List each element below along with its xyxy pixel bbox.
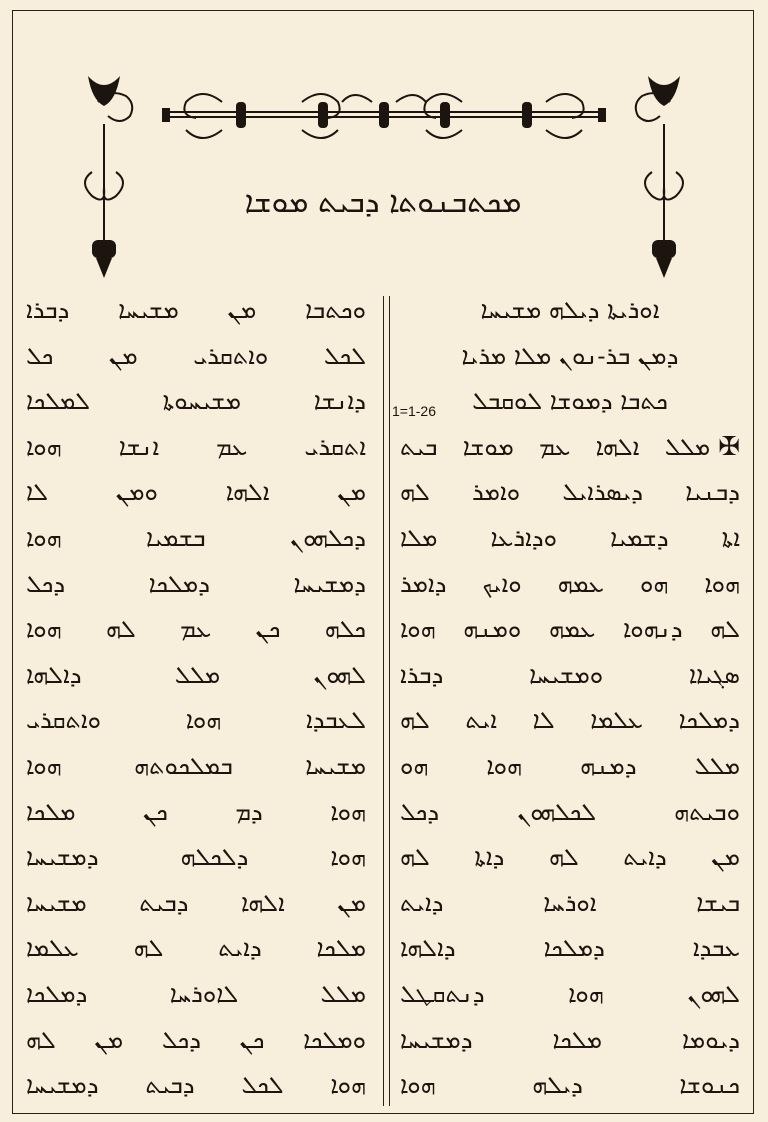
text-line: ܡܠܟܐ ܕܐܝܬ ܠܗ ܥܠܡܐ: [26, 934, 366, 963]
text-line: ܡܢ ܐܠܗܐ ܕܒܝܬ ܡܫܝܚܐ: [26, 888, 366, 917]
text-line: ܡܫܝܚܐ ܒܡܠܟܘܬܗ ܗܘܐ: [26, 751, 366, 780]
text-line-content: ܡܠܠ ܐܠܗܐ ܥܡ ܡܘܫܐ ܒܝܬ: [400, 432, 711, 461]
text-line: ܡܢ ܐܠܗܐ ܘܡܢ ܠܐ: [26, 478, 366, 507]
cross-icon: ✠: [718, 431, 740, 462]
text-line: ܘܒܝܬܗ ܠܟܠܗܘܢ ܕܟܠ: [400, 797, 740, 826]
text-line: ܕܡܢ ܒܪ-ܢܘܢ ܡܠܐ ܡܪܝܐ: [461, 341, 679, 370]
verse-reference-note: 1=1-26: [392, 403, 436, 420]
text-line: ܘܟܬܒܐ ܡܢ ܡܫܝܚܐ ܕܒܪܐ: [26, 296, 366, 324]
right-text-column: [392, 288, 740, 1109]
text-line: ܗܘܐ ܗܘ ܥܡܗ ܘܐܝܟ ܕܐܡܪ: [400, 569, 740, 598]
left-text-column: [26, 288, 366, 1109]
text-line: ܠܥܒܕܐ ܗܘܐ ܘܐܬܩܪܝ: [26, 706, 366, 735]
text-line: ܡܢ ܕܐܝܬ ܠܗ ܕܐܬܐ ܠܗ: [400, 843, 740, 872]
column-divider: [383, 296, 390, 1106]
text-line: ܕܝܘܡܐ ܡܠܟܐ ܕܡܫܝܚܐ: [400, 1025, 740, 1054]
text-line: ܟܠܗ ܟܢ ܥܡ ܠܗ ܗܘܐ: [26, 615, 366, 644]
page-title: ܡܟܬܒܢܘܬܐ ܕܒܝܬ ܡܘܫܐ: [244, 185, 522, 220]
text-line: ܕܒܢܝܐ ܕܝܣܪܐܝܠ ܘܐܡܪ ܠܗ: [400, 478, 740, 507]
text-line: ܕܡܫܝܚܐ ܕܡܠܟܐ ܕܟܠ: [26, 569, 366, 598]
text-line: ܐܬܐ ܕܫܡܝܐ ܘܕܐܪܥܐ ܡܠܐ: [400, 523, 740, 552]
text-line: ܘܡܠܟܐ ܟܢ ܕܟܠ ܡܢ ܠܗ: [26, 1025, 366, 1054]
text-line: ܗܘܐ ܠܟܠ ܕܒܝܬ ܕܡܫܝܚܐ: [26, 1071, 366, 1100]
text-line: ܒܝܫܐ ܐܘܪܚܐ ܕܐܝܬ: [400, 888, 740, 917]
text-line: ܣܓܝܐܐ ܘܡܫܝܚܐ ܕܒܪܐ: [400, 660, 740, 689]
text-line: ܗܘܐ ܕܠܟܠܗ ܕܡܫܝܚܐ: [26, 843, 366, 872]
text-line: ܗܘܐ ܕܡ ܟܢ ܡܠܟܐ: [26, 797, 366, 826]
text-line: ܠܟܠ ܘܐܬܩܪܝ ܡܢ ܟܠ: [26, 341, 366, 370]
text-line: ܡܠܠ ܠܐܘܪܚܐ ܕܡܠܟܐ: [26, 979, 366, 1008]
text-line: ܥܒܕܐ ܕܡܠܟܐ ܕܐܠܗܐ: [400, 934, 740, 963]
text-line: ܕܡܠܟܐ ܥܠܡܐ ܠܐ ܐܝܬ ܠܗ: [400, 706, 740, 735]
text-line: ܕܟܠܗܘܢ ܒܫܡܝܐ ܗܘܐ: [26, 523, 366, 552]
text-line: ܡܠܠ ܕܡܢܗ ܗܘܐ ܗܘ: [400, 751, 740, 780]
text-line: ܠܗܘܢ ܡܠܠ ܕܐܠܗܐ: [26, 660, 366, 689]
text-line: ܐܘܪܝܬܐ ܕܝܠܗ ܡܫܝܚܐ: [480, 296, 660, 324]
text-line: ܐܬܩܪܝ ܥܡ ܐܢܫܐ ܗܘܐ: [26, 432, 366, 461]
text-line: ܠܗܘܢ ܗܘܐ ܕܢܬܩܛܠ: [400, 979, 740, 1008]
text-line: [400, 425, 740, 471]
text-line: ܟܢܘܫܐ ܕܝܠܗ ܗܘܐ: [400, 1071, 740, 1100]
text-line-content: ܟܬܒܐ ܕܡܘܫܐ ܠܘܩܒܠ: [472, 387, 668, 416]
text-line: [392, 379, 740, 425]
text-line: ܕܐܢܫܐ ܡܫܝܚܘܬܐ ܠܡܠܟܐ: [26, 387, 366, 416]
text-line: ܠܗ ܕܢܗܘܐ ܥܡܗ ܘܡܢܗ ܗܘܐ: [400, 615, 740, 644]
